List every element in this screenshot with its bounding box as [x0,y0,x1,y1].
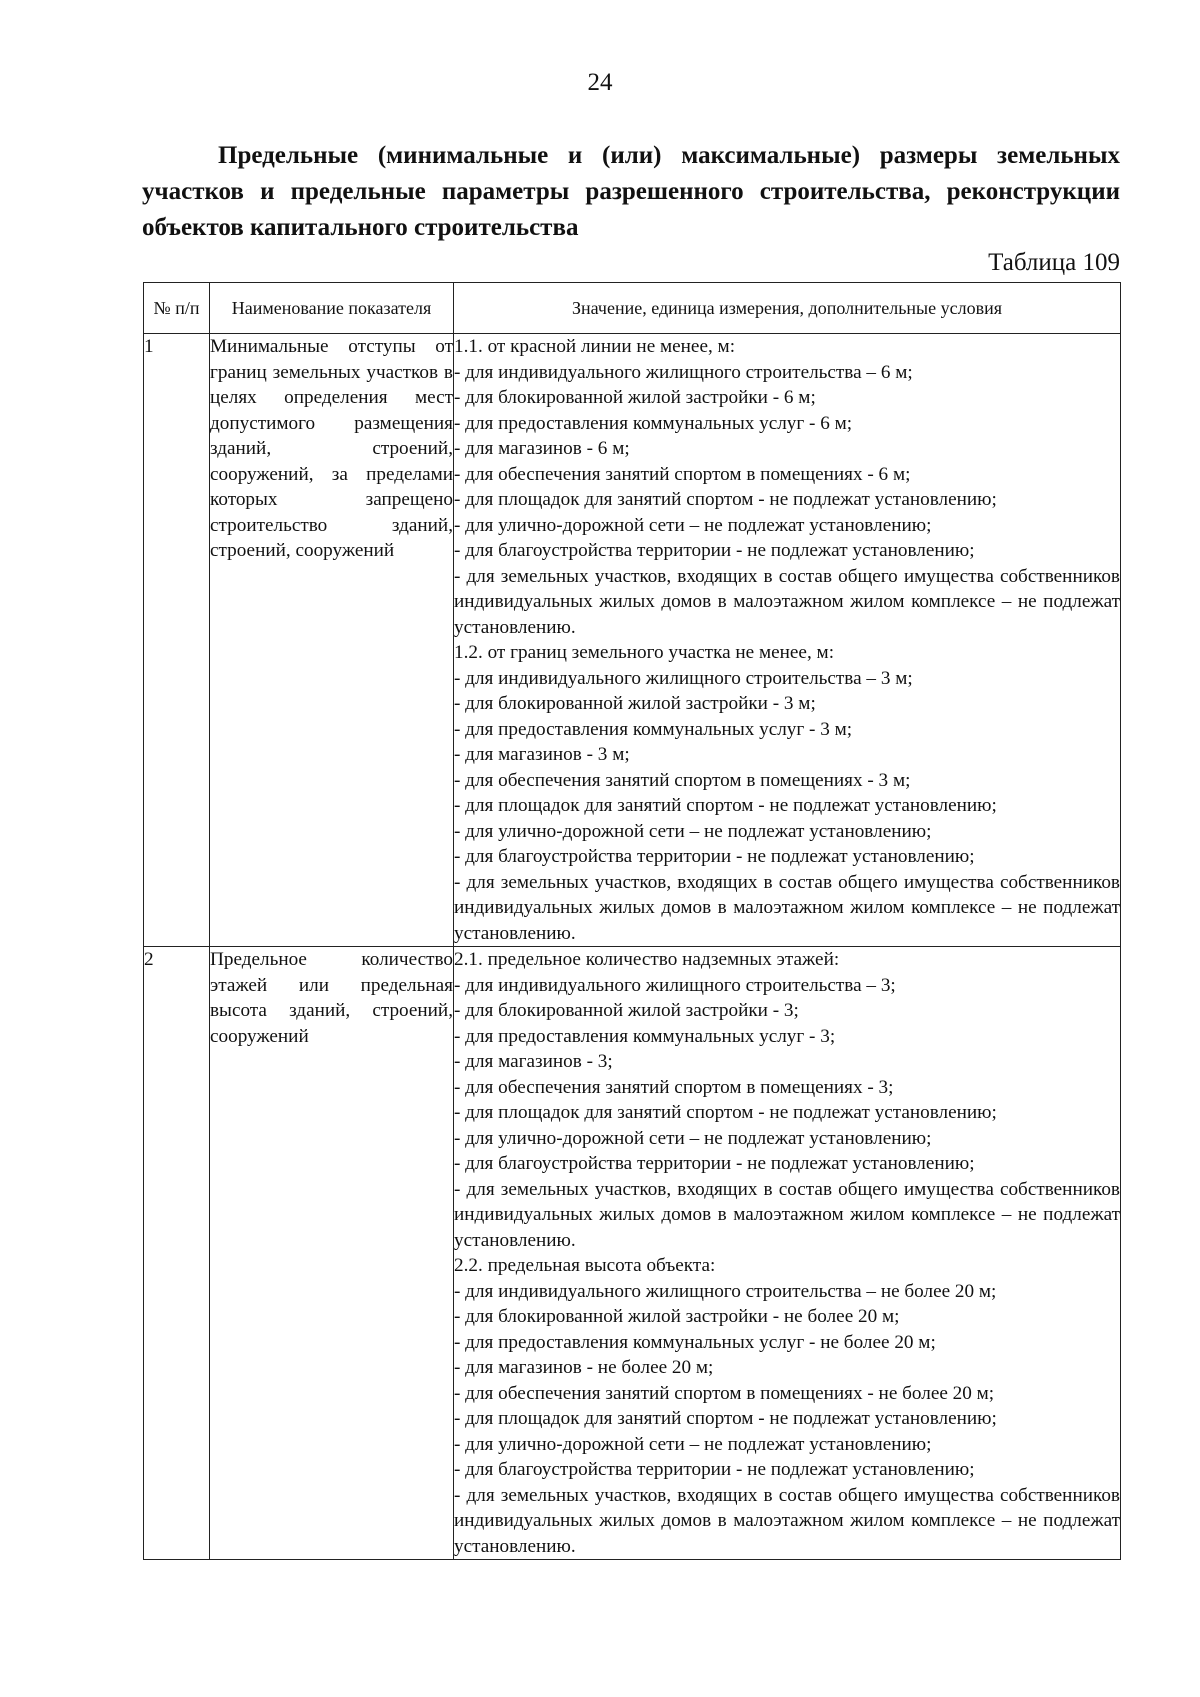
value-line: - для магазинов - не более 20 м; [454,1357,714,1378]
value-line: - для обеспечения занятий спортом в помещениях - не более 20 м; [454,1382,995,1404]
indicator-name: Минимальные отступы от границ земельных участков в целях определения мест допустимого размещения зданий, строений, сооружений, за пределами которых запрещено строительство зданий, строений, сооружений [210,334,454,947]
value-line: - для улично-дорожной сети – не подлежат установлению; [454,514,932,536]
value-line: 2.1. предельное количество надземных этажей: [454,949,840,970]
regulations-table [143,282,1121,1560]
value-line: - для индивидуального жилищного строительства – не более 20 м; [454,1280,997,1302]
value-line: - для благоустройства территории - не подлежат установлению; [454,540,975,561]
value-line: - для площадок для занятий спортом - не подлежат установлению; [454,1408,997,1429]
value-line: - для предоставления коммунальных услуг - 3; [454,1025,836,1047]
value-line: - для земельных участков, входящих в состав общего имущества собственников индивидуальных жилых домов в малоэтажном жилом комплексе – не подлежат установлению. [454,1178,1120,1251]
document-title: Предельные (минимальные и (или) максимальные) размеры земельных участков и предельные параметры разрешенного строительства, реконструкции объектов капитального строительства [142,142,1120,241]
value-line: - для благоустройства территории - не подлежат установлению; [454,846,975,867]
value-line: - для обеспечения занятий спортом в помещениях - 3; [454,1076,894,1098]
value-line: - для обеспечения занятий спортом в помещениях - 6 м; [454,463,911,485]
value-line: - для площадок для занятий спортом - не подлежат установлению; [454,1102,997,1123]
value-line: - для магазинов - 3; [454,1051,613,1072]
header-value: Значение, единица измерения, дополнительные условия [454,283,1121,334]
value-line: - для земельных участков, входящих в состав общего имущества собственников индивидуальных жилых домов в малоэтажном жилом комплексе – не подлежат установлению. [454,871,1120,944]
page-number: 24 [587,69,613,96]
indicator-values [454,947,1121,1560]
value-line: - для магазинов - 6 м; [454,438,630,459]
value-line: - для индивидуального жилищного строительства – 3 м; [454,667,913,689]
value-line: - для индивидуального жилищного строительства – 6 м; [454,361,913,383]
value-line: - для площадок для занятий спортом - не подлежат установлению; [454,489,997,510]
value-line: - для индивидуального жилищного строительства – 3; [454,974,896,996]
value-line: - для площадок для занятий спортом - не подлежат установлению; [454,795,997,816]
value-line: - для земельных участков, входящих в состав общего имущества собственников индивидуальных жилых домов в малоэтажном жилом комплексе – не подлежат установлению. [454,1484,1120,1557]
value-line: - для обеспечения занятий спортом в помещениях - 3 м; [454,769,911,791]
table-caption: Таблица 109 [988,249,1120,276]
header-name: Наименование показателя [210,283,454,334]
value-line: - для улично-дорожной сети – не подлежат установлению; [454,1127,932,1149]
table-row [144,947,1121,1560]
value-line: - для предоставления коммунальных услуг - 3 м; [454,718,853,740]
indicator-name: Предельное количество этажей или предельная высота зданий, строений, сооружений [210,947,454,1560]
value-line: - для улично-дорожной сети – не подлежат установлению; [454,820,932,842]
value-line: - для земельных участков, входящих в состав общего имущества собственников индивидуальных жилых домов в малоэтажном жилом комплексе – не подлежат установлению. [454,565,1120,638]
value-line: - для улично-дорожной сети – не подлежат установлению; [454,1433,932,1455]
value-line: - для благоустройства территории - не подлежат установлению; [454,1153,975,1174]
value-line: - для магазинов - 3 м; [454,744,630,765]
value-line: - для блокированной жилой застройки - 3; [454,1000,799,1021]
row-number: 1 [144,334,210,947]
indicator-values [454,334,1121,947]
value-line: - для блокированной жилой застройки - не более 20 м; [454,1306,900,1327]
table-header-row [144,283,1121,334]
value-line: 1.1. от красной линии не менее, м: [454,336,736,357]
header-num: № п/п [144,283,210,334]
row-number: 2 [144,947,210,1560]
value-line: - для блокированной жилой застройки - 6 м; [454,387,816,408]
value-line: 1.2. от границ земельного участка не менее, м: [454,642,835,663]
table-row [144,334,1121,947]
value-line: - для предоставления коммунальных услуг - 6 м; [454,412,853,434]
value-line: - для блокированной жилой застройки - 3 м; [454,693,816,714]
value-line: - для предоставления коммунальных услуг - не более 20 м; [454,1331,936,1353]
value-line: 2.2. предельная высота объекта: [454,1255,716,1276]
value-line: - для благоустройства территории - не подлежат установлению; [454,1459,975,1480]
